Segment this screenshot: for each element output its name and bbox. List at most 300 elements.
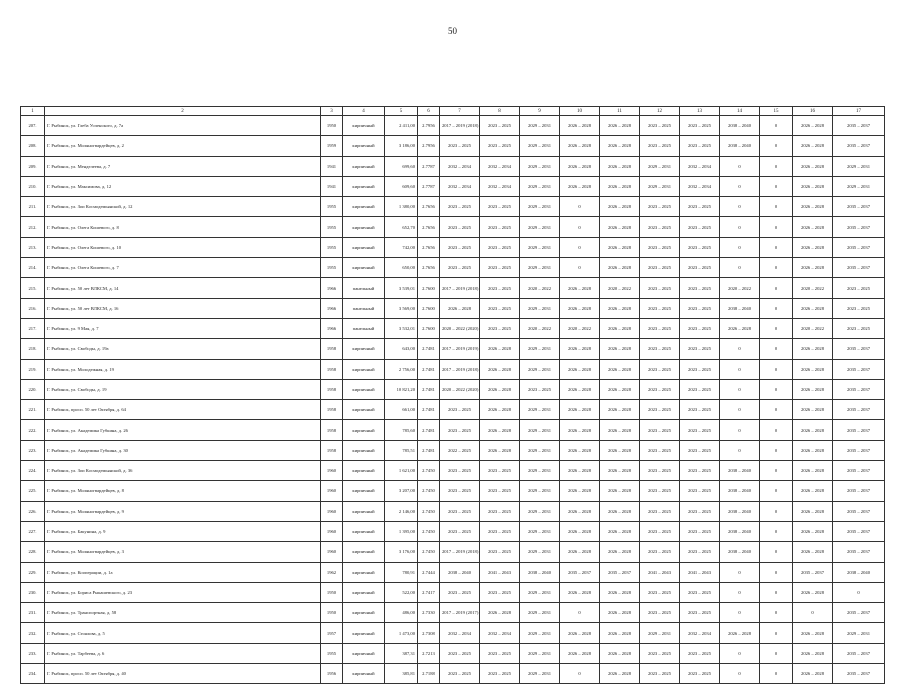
- table-cell: 2023 – 2025: [480, 278, 520, 298]
- table-cell: 2.7656: [418, 258, 440, 278]
- table-cell: 2038 – 2040: [720, 461, 760, 481]
- table-cell: 2023 – 2025: [440, 643, 480, 663]
- table-cell: 2029 – 2031: [640, 176, 680, 196]
- table-cell: 2029 – 2031: [520, 258, 560, 278]
- table-cell: кирпичный: [343, 258, 385, 278]
- table-cell: 2023 – 2025: [640, 318, 680, 338]
- table-cell: 2029 – 2031: [520, 237, 560, 257]
- table-cell: 0: [560, 258, 600, 278]
- table-row: [21, 623, 885, 643]
- table-cell: 2023 – 2025: [480, 542, 520, 562]
- column-header: 10: [560, 107, 600, 116]
- table-cell: Г. Рыбинск, ул. Моляногвардейцев, д. 3: [45, 542, 321, 562]
- table-cell: 2026 – 2028: [793, 521, 833, 541]
- table-cell: 2035 – 2037: [833, 379, 885, 399]
- table-cell: 0: [760, 359, 793, 379]
- table-cell: 2029 – 2031: [833, 176, 885, 196]
- table-cell: 650,00: [385, 258, 418, 278]
- table-cell: 217.: [21, 318, 45, 338]
- table-cell: Г. Рыбинск, ул. Молодежная, д. 19: [45, 359, 321, 379]
- table-cell: 2023 – 2025: [680, 318, 720, 338]
- table-cell: 2026 – 2028: [793, 643, 833, 663]
- table-cell: 785,60: [385, 420, 418, 440]
- table-cell: 0: [720, 176, 760, 196]
- table-cell: 2023 – 2025: [640, 400, 680, 420]
- table-cell: 2029 – 2031: [520, 298, 560, 318]
- table-row: [21, 156, 885, 176]
- table-cell: 2023 – 2025: [640, 481, 680, 501]
- table-cell: 2026 – 2028: [600, 501, 640, 521]
- table-cell: 0: [760, 176, 793, 196]
- table-cell: 2038 – 2040: [720, 116, 760, 136]
- table-cell: 220.: [21, 379, 45, 399]
- table-cell: 2029 – 2031: [520, 461, 560, 481]
- column-header: 6: [418, 107, 440, 116]
- table-cell: 2026 – 2028: [600, 339, 640, 359]
- table-cell: 0: [560, 197, 600, 217]
- table-cell: 2035 – 2037: [560, 562, 600, 582]
- table-cell: Г. Рыбинск, ул. Свободы, д. 19: [45, 379, 321, 399]
- column-header: 15: [760, 107, 793, 116]
- table-cell: 2032 – 2034: [440, 176, 480, 196]
- table-row: [21, 420, 885, 440]
- table-cell: 232.: [21, 623, 45, 643]
- table-cell: 2.7450: [418, 542, 440, 562]
- table-cell: 2035 – 2037: [600, 562, 640, 582]
- table-cell: 2026 – 2028: [560, 136, 600, 156]
- table-cell: 2026 – 2028: [600, 217, 640, 237]
- table-cell: 2023 – 2025: [680, 136, 720, 156]
- table-cell: 2029 – 2031: [640, 623, 680, 643]
- table-cell: 0: [720, 197, 760, 217]
- table-row: [21, 237, 885, 257]
- table-cell: Г. Рыбинск, ул. Стоялова, д. 5: [45, 623, 321, 643]
- table-row: [21, 176, 885, 196]
- table-cell: Г. Рыбинск, ул. Моляногвардейцев, д. 9: [45, 501, 321, 521]
- table-cell: кирпичный: [343, 116, 385, 136]
- table-cell: 2.7417: [418, 582, 440, 602]
- table-cell: 652,70: [385, 217, 418, 237]
- table-cell: 0: [720, 359, 760, 379]
- table-cell: 2038 – 2040: [720, 298, 760, 318]
- table-cell: 2026 – 2028: [793, 217, 833, 237]
- table-cell: 2023 – 2025: [640, 136, 680, 156]
- table-cell: 2023 – 2025: [640, 501, 680, 521]
- table-cell: 2026 – 2028: [600, 623, 640, 643]
- table-cell: 2026 – 2028: [600, 521, 640, 541]
- table-cell: 2035 – 2037: [833, 643, 885, 663]
- table-cell: 2032 – 2034: [480, 176, 520, 196]
- table-cell: Г. Рыбинск, ул. Моляногвардейцев, д. 8: [45, 481, 321, 501]
- table-cell: кирпичный: [343, 542, 385, 562]
- table-cell: 2023 – 2025: [680, 582, 720, 602]
- table-cell: 0: [720, 440, 760, 460]
- header-row: [21, 107, 885, 116]
- table-cell: 2029 – 2031: [520, 400, 560, 420]
- table-cell: 2023 – 2025: [680, 501, 720, 521]
- column-header: 16: [793, 107, 833, 116]
- column-header: 11: [600, 107, 640, 116]
- table-cell: Г. Рыбинск, ул. Моляногвардейцев, д. 2: [45, 136, 321, 156]
- table-cell: 0: [760, 643, 793, 663]
- table-cell: 2035 – 2037: [833, 359, 885, 379]
- table-cell: 1960: [321, 501, 343, 521]
- table-cell: 2026 – 2028: [600, 298, 640, 318]
- table-row: [21, 116, 885, 136]
- table-cell: 2023 – 2025: [440, 237, 480, 257]
- table-cell: 2026 – 2028: [600, 400, 640, 420]
- table-cell: 1966: [321, 298, 343, 318]
- table-cell: 2023 – 2025: [480, 258, 520, 278]
- table-cell: кирпичный: [343, 481, 385, 501]
- table-cell: 2026 – 2028: [560, 521, 600, 541]
- table-cell: кирпичный: [343, 664, 385, 684]
- table-cell: Г. Рыбинск, ул. Олега Кошевого, д. 10: [45, 237, 321, 257]
- table-cell: 2023 – 2025: [640, 298, 680, 318]
- table-cell: 2023 – 2025: [640, 521, 680, 541]
- table-cell: 1941: [321, 156, 343, 176]
- table-row: [21, 197, 885, 217]
- column-header: 17: [833, 107, 885, 116]
- table-cell: 222.: [21, 420, 45, 440]
- table-cell: 2023 – 2025: [640, 197, 680, 217]
- table-cell: панельный: [343, 278, 385, 298]
- table-cell: 2023 – 2025: [680, 542, 720, 562]
- table-cell: 1966: [321, 318, 343, 338]
- table-cell: 2026 – 2028: [560, 359, 600, 379]
- table-cell: 2026 – 2028: [560, 643, 600, 663]
- table-cell: 2023 – 2025: [833, 298, 885, 318]
- table-cell: 214.: [21, 258, 45, 278]
- table-cell: 2022 – 2025: [440, 440, 480, 460]
- table-cell: 2.7600: [418, 318, 440, 338]
- table-cell: 2026 – 2028: [793, 176, 833, 196]
- table-cell: 2023 – 2025: [640, 379, 680, 399]
- table-cell: кирпичный: [343, 643, 385, 663]
- table-cell: 2029 – 2031: [640, 156, 680, 176]
- table-row: [21, 136, 885, 156]
- table-cell: 2.7481: [418, 379, 440, 399]
- table-cell: 3 539,01: [385, 278, 418, 298]
- table-cell: 231.: [21, 603, 45, 623]
- table-cell: 2026 – 2028: [600, 176, 640, 196]
- table-cell: 0: [760, 420, 793, 440]
- table-cell: 0: [720, 664, 760, 684]
- table-cell: 2026 – 2028: [560, 176, 600, 196]
- table-cell: 0: [760, 298, 793, 318]
- table-cell: 228.: [21, 542, 45, 562]
- table-cell: 2017 – 2019 (2017): [440, 603, 480, 623]
- table-cell: кирпичный: [343, 603, 385, 623]
- table-cell: кирпичный: [343, 197, 385, 217]
- table-cell: 2038 – 2040: [720, 501, 760, 521]
- table-row: [21, 643, 885, 663]
- table-cell: кирпичный: [343, 461, 385, 481]
- table-cell: 0: [760, 400, 793, 420]
- table-cell: 2.7656: [418, 197, 440, 217]
- table-cell: 2.7213: [418, 643, 440, 663]
- column-header: 4: [343, 107, 385, 116]
- table-cell: 1 621,00: [385, 461, 418, 481]
- table-cell: 0: [760, 461, 793, 481]
- table-cell: кирпичный: [343, 136, 385, 156]
- table-cell: 221.: [21, 400, 45, 420]
- table-cell: 2026 – 2028: [560, 278, 600, 298]
- table-cell: 215.: [21, 278, 45, 298]
- table-cell: 1960: [321, 542, 343, 562]
- table-cell: 2026 – 2028: [793, 582, 833, 602]
- table-cell: 2026 – 2028: [560, 623, 600, 643]
- table-cell: 2017 – 2019 (2018): [440, 542, 480, 562]
- table-cell: 2017 – 2019 (2018): [440, 116, 480, 136]
- table-cell: 3 186,00: [385, 136, 418, 156]
- table-cell: 0: [760, 217, 793, 237]
- table-cell: 2035 – 2037: [833, 542, 885, 562]
- table-cell: 0: [560, 237, 600, 257]
- table-cell: 0: [720, 603, 760, 623]
- table-cell: 2.7656: [418, 237, 440, 257]
- table-cell: 0: [720, 643, 760, 663]
- table-cell: 2035 – 2037: [833, 258, 885, 278]
- table-cell: 2026 – 2028: [720, 623, 760, 643]
- table-cell: 226.: [21, 501, 45, 521]
- table-cell: 1958: [321, 400, 343, 420]
- table-cell: 486,00: [385, 603, 418, 623]
- table-cell: 234.: [21, 664, 45, 684]
- table-cell: 2026 – 2028: [560, 481, 600, 501]
- table-row: [21, 440, 885, 460]
- table-cell: 209.: [21, 156, 45, 176]
- table-cell: 0: [760, 237, 793, 257]
- table-cell: Г. Рыбинск, ул. Менделеева, д. 7: [45, 156, 321, 176]
- table-cell: 2020 – 2022: [600, 278, 640, 298]
- table-cell: 225.: [21, 481, 45, 501]
- table-cell: 0: [720, 420, 760, 440]
- table-cell: Г. Рыбинск, ул. Транспортная, д. 58: [45, 603, 321, 623]
- table-cell: 2020 – 2022 (2020): [440, 379, 480, 399]
- table-cell: 2023 – 2025: [680, 197, 720, 217]
- table-cell: панельный: [343, 298, 385, 318]
- table-cell: 2.7188: [418, 664, 440, 684]
- table-cell: 2038 – 2040: [833, 562, 885, 582]
- table-cell: 1960: [321, 521, 343, 541]
- column-header: 12: [640, 107, 680, 116]
- table-cell: 2023 – 2025: [440, 136, 480, 156]
- table-cell: 2020 – 2022: [520, 318, 560, 338]
- table-cell: 2032 – 2034: [440, 156, 480, 176]
- table-cell: 2026 – 2028: [793, 400, 833, 420]
- table-cell: 385,81: [385, 664, 418, 684]
- table-cell: 2023 – 2025: [680, 339, 720, 359]
- table-row: [21, 542, 885, 562]
- table-cell: 2026 – 2028: [600, 440, 640, 460]
- table-cell: 2026 – 2028: [560, 116, 600, 136]
- table-row: [21, 562, 885, 582]
- table-cell: 1958: [321, 440, 343, 460]
- table-cell: 2023 – 2025: [440, 461, 480, 481]
- column-header: 7: [440, 107, 480, 116]
- table-cell: 2035 – 2037: [833, 664, 885, 684]
- table-cell: 2026 – 2028: [480, 359, 520, 379]
- table-cell: 2.7330: [418, 603, 440, 623]
- table-cell: 2026 – 2028: [793, 542, 833, 562]
- table-cell: 2023 – 2025: [480, 197, 520, 217]
- table-cell: 2023 – 2025: [440, 217, 480, 237]
- table-cell: 2029 – 2031: [520, 481, 560, 501]
- table-cell: Г. Рыбинск, просп. 50 лет Октября, д. 64: [45, 400, 321, 420]
- table-cell: 1 473,00: [385, 623, 418, 643]
- table-cell: 1958: [321, 359, 343, 379]
- table-cell: 233.: [21, 643, 45, 663]
- table-cell: 0: [720, 156, 760, 176]
- table-cell: 2023 – 2025: [640, 258, 680, 278]
- table-cell: 2026 – 2028: [793, 379, 833, 399]
- table-cell: 2.7450: [418, 501, 440, 521]
- table-cell: 2023 – 2025: [440, 582, 480, 602]
- table-cell: кирпичный: [343, 217, 385, 237]
- table-cell: 224.: [21, 461, 45, 481]
- table-cell: 2026 – 2028: [560, 400, 600, 420]
- table-cell: 2026 – 2028: [600, 136, 640, 156]
- table-cell: кирпичный: [343, 562, 385, 582]
- table-row: [21, 278, 885, 298]
- table-cell: 2035 – 2037: [833, 237, 885, 257]
- table-cell: 0: [720, 258, 760, 278]
- table-cell: 2035 – 2037: [833, 440, 885, 460]
- table-row: [21, 582, 885, 602]
- table-cell: 2.7308: [418, 623, 440, 643]
- table-cell: Г. Рыбинск, ул. Академика Губкина, д. 26: [45, 420, 321, 440]
- table-cell: 2032 – 2034: [680, 176, 720, 196]
- column-header: 2: [45, 107, 321, 116]
- table-cell: 2023 – 2025: [480, 136, 520, 156]
- table-cell: 2.7450: [418, 521, 440, 541]
- table-cell: 2.7600: [418, 278, 440, 298]
- table-row: [21, 217, 885, 237]
- table-cell: Г. Рыбинск, ул. Тарбеева, д. 6: [45, 643, 321, 663]
- table-cell: 1956: [321, 664, 343, 684]
- table-cell: 2029 – 2031: [520, 501, 560, 521]
- table-cell: 2023 – 2025: [680, 664, 720, 684]
- table-cell: 2 756,00: [385, 359, 418, 379]
- table-cell: 2029 – 2031: [520, 136, 560, 156]
- table-cell: 1950: [321, 582, 343, 602]
- table-cell: 2029 – 2031: [520, 359, 560, 379]
- table-cell: 3 532,01: [385, 318, 418, 338]
- table-cell: 2026 – 2028: [600, 461, 640, 481]
- table-row: [21, 501, 885, 521]
- table-cell: 2020 – 2022 (2020): [440, 318, 480, 338]
- table-cell: 10 821,20: [385, 379, 418, 399]
- table-cell: 2 146,00: [385, 501, 418, 521]
- table-cell: 2.7656: [418, 217, 440, 237]
- table-cell: кирпичный: [343, 237, 385, 257]
- table-cell: 2026 – 2028: [600, 197, 640, 217]
- table-cell: 780,91: [385, 562, 418, 582]
- table-cell: Г. Рыбинск, ул. Свободы, д. 19а: [45, 339, 321, 359]
- table-cell: 2026 – 2028: [793, 623, 833, 643]
- table-cell: 0: [760, 440, 793, 460]
- table-cell: 0: [760, 521, 793, 541]
- table-cell: 2.7956: [418, 116, 440, 136]
- table-cell: 2017 – 2019 (2019): [440, 339, 480, 359]
- table-cell: кирпичный: [343, 156, 385, 176]
- table-cell: 2.7481: [418, 400, 440, 420]
- table-cell: 2023 – 2025: [640, 339, 680, 359]
- table-cell: 2029 – 2031: [520, 176, 560, 196]
- table-cell: 2023 – 2025: [680, 643, 720, 663]
- table-cell: 2026 – 2028: [600, 542, 640, 562]
- table-cell: 2035 – 2037: [833, 603, 885, 623]
- table-cell: Г. Рыбинск, ул. Олега Кошевого, д. 7: [45, 258, 321, 278]
- table-cell: Г. Рыбинск, ул. Бакунина, д. 9: [45, 521, 321, 541]
- table-cell: 211.: [21, 197, 45, 217]
- table-cell: 0: [560, 664, 600, 684]
- table-cell: 2023 – 2025: [680, 298, 720, 318]
- table-cell: 1 380,00: [385, 197, 418, 217]
- table-cell: 2035 – 2037: [833, 339, 885, 359]
- table-cell: 1950: [321, 603, 343, 623]
- table-cell: 2023 – 2025: [480, 298, 520, 318]
- table-cell: 2026 – 2028: [793, 237, 833, 257]
- table-cell: 2032 – 2034: [440, 623, 480, 643]
- table-cell: 0: [760, 481, 793, 501]
- table-cell: 2029 – 2031: [520, 542, 560, 562]
- table-cell: 2023 – 2025: [440, 420, 480, 440]
- table-cell: 2023 – 2025: [833, 318, 885, 338]
- table-cell: 2026 – 2028: [560, 298, 600, 318]
- table-cell: 218.: [21, 339, 45, 359]
- table-cell: 230.: [21, 582, 45, 602]
- page-number: 50: [448, 26, 457, 36]
- table-cell: 1950: [321, 116, 343, 136]
- table-cell: 227.: [21, 521, 45, 541]
- table-cell: 2023 – 2025: [440, 481, 480, 501]
- table-cell: 2 411,00: [385, 116, 418, 136]
- table-cell: 2029 – 2031: [833, 623, 885, 643]
- table-cell: 2026 – 2028: [440, 298, 480, 318]
- table-cell: 2026 – 2028: [560, 501, 600, 521]
- table-cell: 699,60: [385, 156, 418, 176]
- table-cell: 1955: [321, 643, 343, 663]
- column-header: 8: [480, 107, 520, 116]
- column-header: 3: [321, 107, 343, 116]
- table-cell: 2026 – 2028: [560, 440, 600, 460]
- table-cell: 1958: [321, 379, 343, 399]
- table-cell: 3 569,00: [385, 298, 418, 318]
- table-cell: 2041 – 2043: [680, 562, 720, 582]
- table-cell: 2032 – 2034: [480, 623, 520, 643]
- table-cell: 522,00: [385, 582, 418, 602]
- table-row: [21, 603, 885, 623]
- table-cell: 2023 – 2025: [480, 643, 520, 663]
- table-row: [21, 379, 885, 399]
- table-cell: 216.: [21, 298, 45, 318]
- table-cell: 2023 – 2025: [680, 440, 720, 460]
- table-cell: 2029 – 2031: [520, 339, 560, 359]
- table-cell: кирпичный: [343, 521, 385, 541]
- table-cell: 2.7444: [418, 562, 440, 582]
- table-cell: 2023 – 2025: [480, 481, 520, 501]
- table-cell: 2029 – 2031: [520, 197, 560, 217]
- table-cell: 0: [760, 156, 793, 176]
- table-cell: 2026 – 2028: [793, 298, 833, 318]
- table-body: [21, 107, 885, 684]
- table-cell: 1958: [321, 339, 343, 359]
- table-cell: 2023 – 2025: [480, 461, 520, 481]
- table-cell: 2035 – 2037: [833, 197, 885, 217]
- table-cell: 2026 – 2028: [480, 400, 520, 420]
